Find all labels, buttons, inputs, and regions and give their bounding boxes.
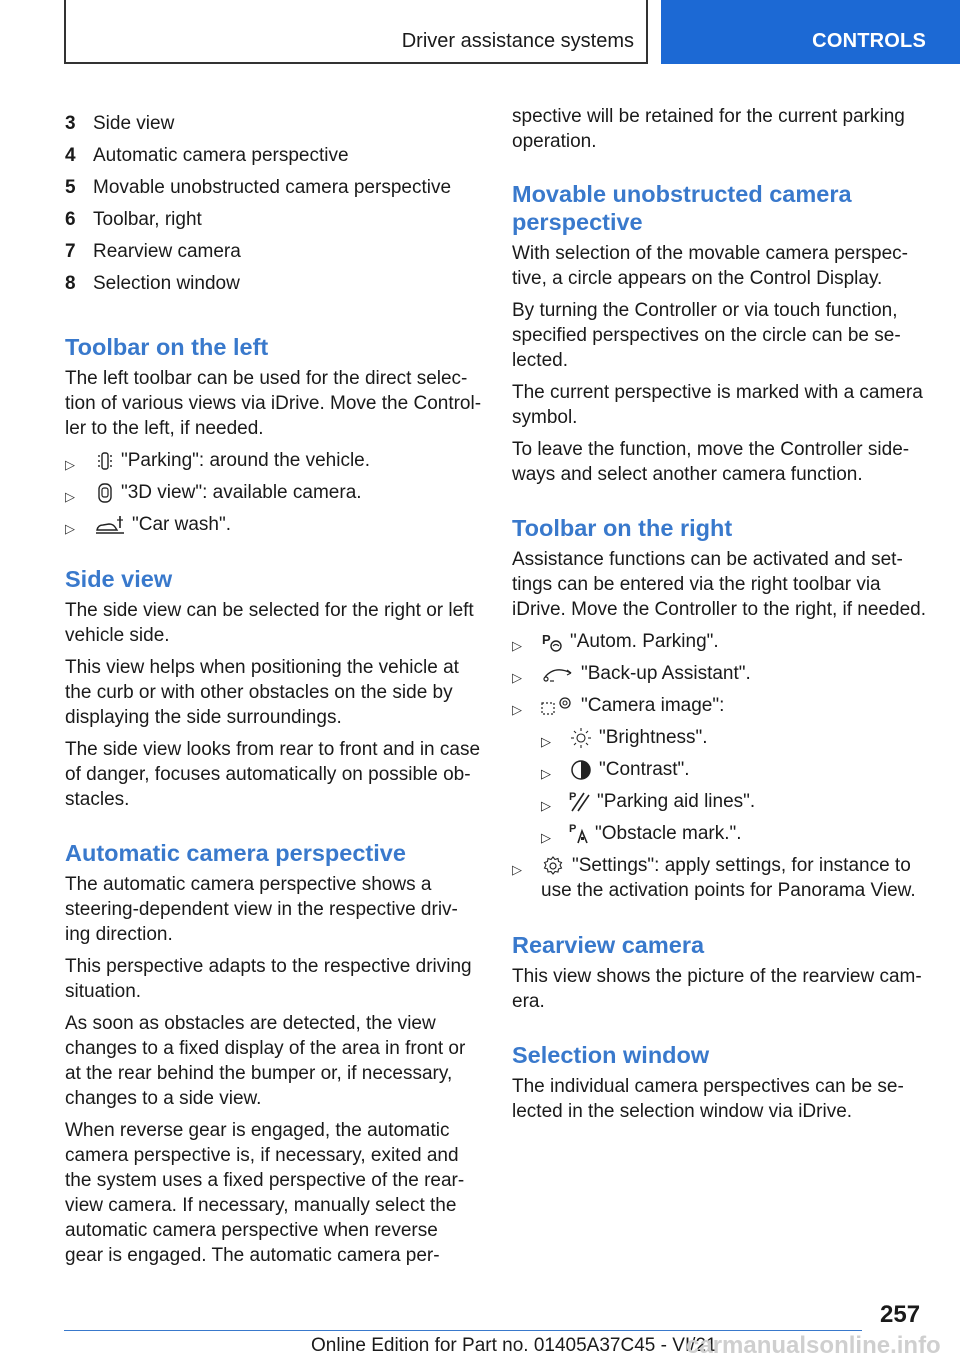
- bullet-text: "Obstacle mark.".: [595, 823, 742, 844]
- svg-text:P: P: [569, 823, 577, 835]
- 3d-view-icon: [96, 482, 116, 502]
- camera-settings-icon: [541, 695, 575, 715]
- bullet-text: use the activation points for Panorama View.: [541, 880, 916, 901]
- auto-parking-icon: [541, 631, 561, 651]
- section-movable-camera: [512, 180, 932, 494]
- paragraph: This perspective adapts to the respective driving situation.: [65, 956, 472, 1002]
- paragraph: With selection of the movable camera perspec- tive, a circle appears on the Control Display.: [512, 243, 909, 289]
- paragraph: As soon as obstacles are detected, the view changes to a fixed display of the area in front or at the rear behind the bumper or, if necessary, changes to a side view.: [65, 1013, 466, 1109]
- parking-aid-lines-icon: [568, 789, 590, 813]
- bullet-triangle-icon: ▷: [512, 702, 522, 717]
- paragraph: The individual camera perspectives can be se- lected in the selection window via iDrive.: [512, 1076, 904, 1122]
- section-rearview-camera: [512, 931, 932, 1021]
- bullet-settings: [512, 853, 932, 911]
- paragraph: This view shows the picture of the rearview cam- era.: [512, 966, 922, 1012]
- bullet-3d-view: [65, 480, 483, 512]
- page-number: 257: [880, 1301, 921, 1328]
- obstacle-mark-icon: [568, 821, 590, 845]
- bullet-triangle-icon: ▷: [512, 862, 522, 877]
- bullet-parking: [65, 448, 483, 480]
- bullet-text: "Car wash".: [132, 514, 232, 535]
- bullet-triangle-icon: ▷: [512, 670, 522, 685]
- gear-icon: [542, 855, 562, 875]
- paragraph: This view helps when positioning the vehicle at the curb or with other obstacles on the side by displaying the side surroundings.: [65, 657, 459, 728]
- list-number: 6: [65, 209, 76, 230]
- paragraph: By turning the Controller or via touch function, specified perspectives on the circle can be se- lected.: [512, 300, 901, 371]
- paragraph: The automatic camera perspective shows a steering-dependent view in the respective driv- ing direction.: [65, 874, 458, 945]
- paragraph: The current perspective is marked with a camera symbol.: [512, 382, 923, 428]
- backup-assistant-icon: [541, 663, 577, 683]
- paragraph: When reverse gear is engaged, the automatic camera perspective is, if necessary, exited and the system uses a fixed perspective of the rear- view camera. If necessary, manually select the automatic camera perspective when reverse gear is engaged. The automatic camera per-: [65, 1120, 465, 1266]
- footer-edition: Online Edition for Part no. 01405A37C45 - VI/21: [311, 1335, 717, 1356]
- bullet-text: "Parking aid lines".: [597, 791, 756, 812]
- section-selection-window: [512, 1041, 932, 1131]
- bullet-text: "Back-up Assistant".: [581, 663, 751, 684]
- list-item: [65, 207, 483, 239]
- section-side-view: [65, 565, 483, 819]
- list-number: 3: [65, 113, 76, 134]
- section-toolbar-left: [65, 333, 483, 544]
- list-number: 8: [65, 273, 76, 294]
- parking-view-icon: [97, 450, 117, 470]
- list-item: [65, 271, 483, 303]
- section-automatic-camera: [65, 839, 483, 1275]
- bullet-text: "Camera image":: [581, 695, 725, 716]
- header-chapter-box: [661, 0, 960, 64]
- bullet-triangle-icon: ▷: [512, 638, 522, 653]
- sub-bullet-brightness: [512, 725, 932, 757]
- bullet-text: "Autom. Parking".: [570, 631, 719, 652]
- paragraph: The side view looks from rear to front and in case of danger, focuses automatically on possible ob- stacles.: [65, 739, 481, 810]
- bullet-triangle-icon: ▷: [541, 798, 551, 813]
- list-text: Selection window: [93, 273, 240, 294]
- heading-movable-camera: Movable unobstructed camera perspective: [512, 181, 852, 235]
- heading-side-view: Side view: [65, 566, 173, 592]
- bullet-text: "3D view": available camera.: [121, 482, 362, 503]
- heading-selection-window: Selection window: [512, 1042, 710, 1068]
- header-section-box: [64, 0, 648, 64]
- bullet-car-wash: [65, 512, 483, 544]
- svg-text:P: P: [569, 791, 577, 803]
- bullet-triangle-icon: ▷: [65, 521, 75, 536]
- section-toolbar-right: [512, 514, 932, 911]
- paragraph: The left toolbar can be used for the direct selec- tion of various views via iDrive. Move the Control- ler to the left, if needed.: [65, 368, 482, 439]
- paragraph: To leave the function, move the Controller side- ways and select another camera function.: [512, 439, 910, 485]
- heading-rearview-camera: Rearview camera: [512, 932, 705, 958]
- bullet-camera-image: [512, 693, 932, 725]
- bullet-triangle-icon: ▷: [541, 830, 551, 845]
- sub-bullet-obstacle-mark: [512, 821, 932, 853]
- footer-divider: [64, 1330, 862, 1331]
- list-text: Side view: [93, 113, 175, 134]
- heading-toolbar-right: Toolbar on the right: [512, 515, 733, 541]
- list-text: Rearview camera: [93, 241, 241, 262]
- list-text: Toolbar, right: [93, 209, 202, 230]
- list-item: [65, 175, 483, 207]
- list-number: 5: [65, 177, 76, 198]
- bullet-text: "Parking": around the vehicle.: [121, 450, 371, 471]
- sub-bullet-contrast: [512, 757, 932, 789]
- continued-paragraph: spective will be retained for the current parking operation.: [512, 106, 905, 152]
- bullet-text: "Brightness".: [599, 727, 708, 748]
- bullet-triangle-icon: ▷: [65, 489, 75, 504]
- list-item: [65, 239, 483, 271]
- bullet-autom-parking: [512, 629, 932, 661]
- list-number: 4: [65, 145, 76, 166]
- bullet-triangle-icon: ▷: [65, 457, 75, 472]
- list-text: Movable unobstructed camera perspective: [93, 177, 452, 198]
- heading-automatic-camera: Automatic camera perspective: [65, 840, 406, 866]
- header-section-title: Driver assistance systems: [401, 30, 634, 52]
- sub-bullet-parking-aid-lines: [512, 789, 932, 821]
- bullet-text: "Settings": apply settings, for instance to: [572, 855, 911, 876]
- watermark: carmanualsonline.info: [686, 1332, 941, 1359]
- heading-toolbar-left: Toolbar on the left: [65, 334, 269, 360]
- list-number: 7: [65, 241, 76, 262]
- list-item: [65, 143, 483, 175]
- paragraph: Assistance functions can be activated and set- tings can be entered via the right toolbar via iDrive. Move the Controller to the right, if needed.: [512, 549, 926, 620]
- svg-text:P: P: [542, 632, 551, 647]
- header-chapter-title: CONTROLS: [812, 30, 926, 52]
- numbered-list: [65, 111, 483, 303]
- contrast-icon: [570, 759, 592, 781]
- car-wash-icon: [95, 514, 125, 534]
- bullet-triangle-icon: ▷: [541, 734, 551, 749]
- list-item: [65, 111, 483, 143]
- list-text: Automatic camera perspective: [93, 145, 349, 166]
- paragraph: The side view can be selected for the right or left vehicle side.: [65, 600, 474, 646]
- bullet-text: "Contrast".: [599, 759, 690, 780]
- bullet-backup-assistant: [512, 661, 932, 693]
- brightness-icon: [570, 727, 592, 749]
- bullet-triangle-icon: ▷: [541, 766, 551, 781]
